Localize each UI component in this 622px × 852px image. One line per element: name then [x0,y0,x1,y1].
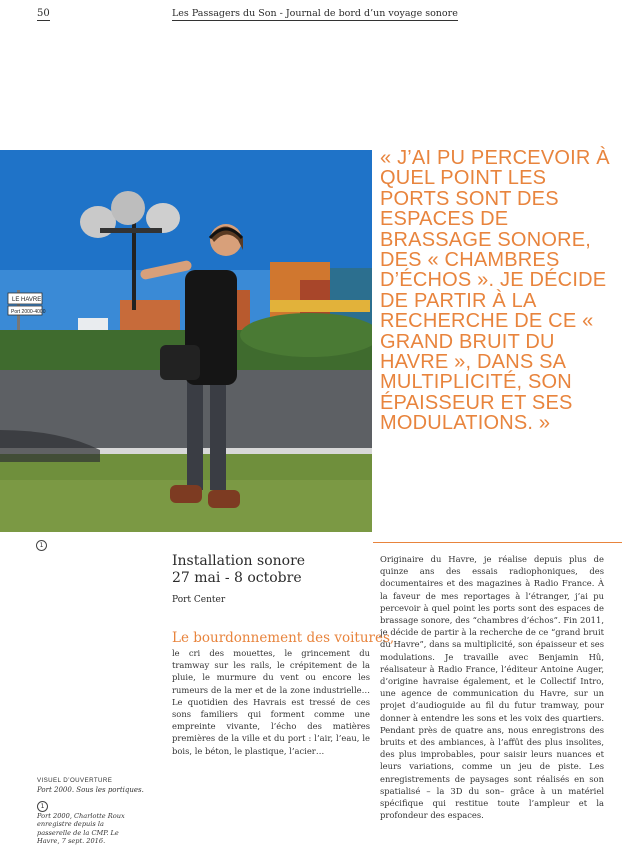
sign-text-2: Port 2000-4000 [11,309,46,315]
installation-venue: Port Center [172,595,226,605]
caption-marker: 1 [37,801,48,812]
opening-caption: Port 2000. Sous les portiques. [37,786,144,794]
divider-rule [373,542,622,543]
running-head: Les Passagers du Son - Journal de bord d’un voyage sonore [172,8,458,19]
pull-quote: « J’AI PU PERCEVOIR À QUEL POINT LES PORTS SONT DES ESPACES DE BRASSAGE SONORE, DES « CHAMBRES D’ÉCHOS ». JE DÉCIDE DE PARTIR À LA RECHERCHE DE CE « GRAND BRUIT DU HAVRE », DANS SA MULTIPLICITÉ, SON ÉPAISSEUR ET SES MODULATIONS. » [380,147,610,435]
caption-label: VISUEL D’OUVERTURE [37,777,113,784]
page-number: 50 [37,8,50,19]
photo-caption: Port 2000, Charlotte Roux enregistre depuis la passerelle de la CMP. Le Havre, 7 sept. 2016. [37,812,125,846]
opening-photo [0,150,372,532]
body-column-right [380,553,604,821]
section-heading: Le bourdonnement des voitures, [172,630,395,646]
installation-title: Installation sonore [172,553,306,569]
figure-marker: 1 [36,540,47,551]
body-column-left [172,647,370,757]
body-paragraph: Originaire du Havre, je réalise depuis plus de quinze ans des essais radiophoniques, des documentaires et des magazines à Radio France. À la faveur de mes reportages à l’étranger, j’ai pu percevoir à quel point les ports sont des espaces de brassage sonore, des “chambres d’échos”. Fin 2011, je décide de partir à la recherche de ce “grand bruit du Havre”, dans sa multiplicité, son épaisseur et ses modulations. Je travaille avec Benjamin Hû, réalisateur à Radio France, l’éditeur Antoine Auger, d’origine havraise également, et le Collectif Intro, une agence de communication du Havre, sur un projet d’audioguide au fil du futur tramway, pour donner à entendre les sons et les voix des quartiers. Pendant près de quatre ans, nous enregistrons des bruits et des ambiances, à l’affût des plus insolites, des plus improbables, pour saisir leurs nuances et leurs variations, comme un jeu de piste. Les enregistrements de paysages sont réalisés en son spatialisé – la 3D du son– grâce à un matériel spécifique qui restitue toute l’ampleur et la profondeur des espaces. [380,554,604,821]
installation-dates: 27 mai - 8 octobre [172,570,302,586]
sign-text-1: LE HAVRE [12,297,42,303]
body-paragraph: le cri des mouettes, le grincement du tramway sur les rails, le crépitement de la pluie, le murmure du vent ou encore les rumeurs de la mer et de la zone industrielle… Le quotidien des Havrais est tressé de ces sons familiers qui forment comme une empreinte vivante, l’écho des matières premières de la ville et du port : l’air, l’eau, le bois, le béton, le plastique, l’acier… [172,648,370,756]
